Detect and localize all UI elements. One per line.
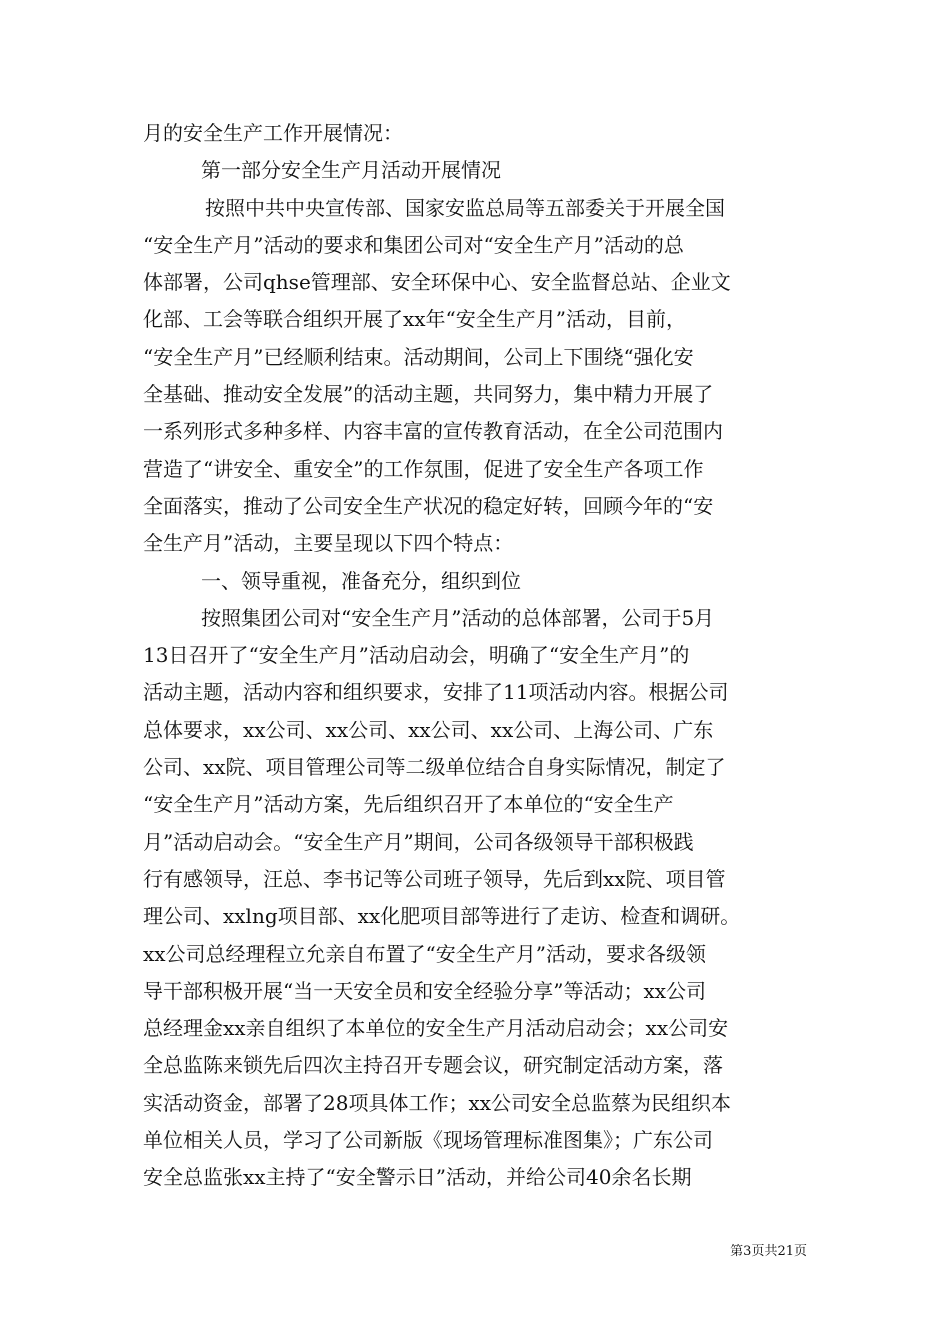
page-number-footer: 第3页共21页 bbox=[730, 1244, 807, 1259]
text-line: 活动主题，活动内容和组织要求，安排了11项活动内容。根据公司 bbox=[143, 680, 729, 705]
text-line: 按照集团公司对“安全生产月”活动的总体部署，公司于5月 bbox=[201, 605, 715, 630]
text-line: 实活动资金，部署了28项具体工作；xx公司安全总监蔡为民组织本 bbox=[143, 1090, 732, 1115]
text-line: 理公司、xxlng项目部、xx化肥项目部等进行了走访、检查和调研。 bbox=[143, 904, 741, 929]
text-line: 总经理金xx亲自组织了本单位的安全生产月活动启动会；xx公司安 bbox=[143, 1016, 729, 1041]
text-line: “安全生产月”已经顺利结束。活动期间，公司上下围绕“强化安 bbox=[143, 344, 694, 369]
text-line: 全生产月”活动，主要呈现以下四个特点： bbox=[143, 531, 514, 556]
text-line: 13日召开了“安全生产月”活动启动会，明确了“安全生产月”的 bbox=[143, 643, 690, 668]
text-line: 总体要求，xx公司、xx公司、xx公司、xx公司、上海公司、广东 bbox=[143, 717, 714, 742]
text-line: 安全总监张xx主持了“安全警示日”活动，并给公司40余名长期 bbox=[143, 1165, 692, 1190]
subsection-heading: 一、领导重视，准备充分，组织到位 bbox=[201, 568, 521, 593]
text-line: 全面落实，推动了公司安全生产状况的稳定好转，回顾今年的“安 bbox=[143, 493, 714, 518]
text-line: 全总监陈来锁先后四次主持召开专题会议，研究制定活动方案，落 bbox=[143, 1053, 723, 1078]
text-line: 一系列形式多种多样、内容丰富的宣传教育活动，在全公司范围内 bbox=[143, 419, 723, 444]
text-line: 按照中共中央宣传部、国家安监总局等五部委关于开展全国 bbox=[205, 195, 725, 220]
text-line: 单位相关人员，学习了公司新版《现场管理标准图集》；广东公司 bbox=[143, 1128, 713, 1153]
text-line: “安全生产月”活动的要求和集团公司对“安全生产月”活动的总 bbox=[143, 232, 684, 257]
text-line: 体部署，公司qhse管理部、安全环保中心、安全监督总站、企业文 bbox=[143, 270, 731, 295]
text-line: 化部、工会等联合组织开展了xx年“安全生产月”活动，目前， bbox=[143, 307, 687, 332]
text-line: 行有感领导，汪总、李书记等公司班子领导，先后到xx院、项目管 bbox=[143, 866, 726, 891]
document-body bbox=[143, 115, 813, 1197]
text-line: 营造了“讲安全、重安全”的工作氛围，促进了安全生产各项工作 bbox=[143, 456, 704, 481]
text-line: xx公司总经理程立允亲自布置了“安全生产月”活动，要求各级领 bbox=[143, 941, 707, 966]
text-line: 月”活动启动会。“安全生产月”期间，公司各级领导干部积极践 bbox=[143, 829, 694, 854]
text-line: 导干部积极开展“当一天安全员和安全经验分享”等活动；xx公司 bbox=[143, 978, 707, 1003]
text-line: 全基础、推动安全发展”的活动主题，共同努力，集中精力开展了 bbox=[143, 382, 714, 407]
section-heading: 第一部分安全生产月活动开展情况 bbox=[201, 158, 501, 183]
text-line: 公司、xx院、项目管理公司等二级单位结合自身实际情况，制定了 bbox=[143, 755, 726, 780]
text-line: 月的安全生产工作开展情况： bbox=[143, 121, 403, 145]
text-line: “安全生产月”活动方案，先后组织召开了本单位的“安全生产 bbox=[143, 792, 674, 817]
